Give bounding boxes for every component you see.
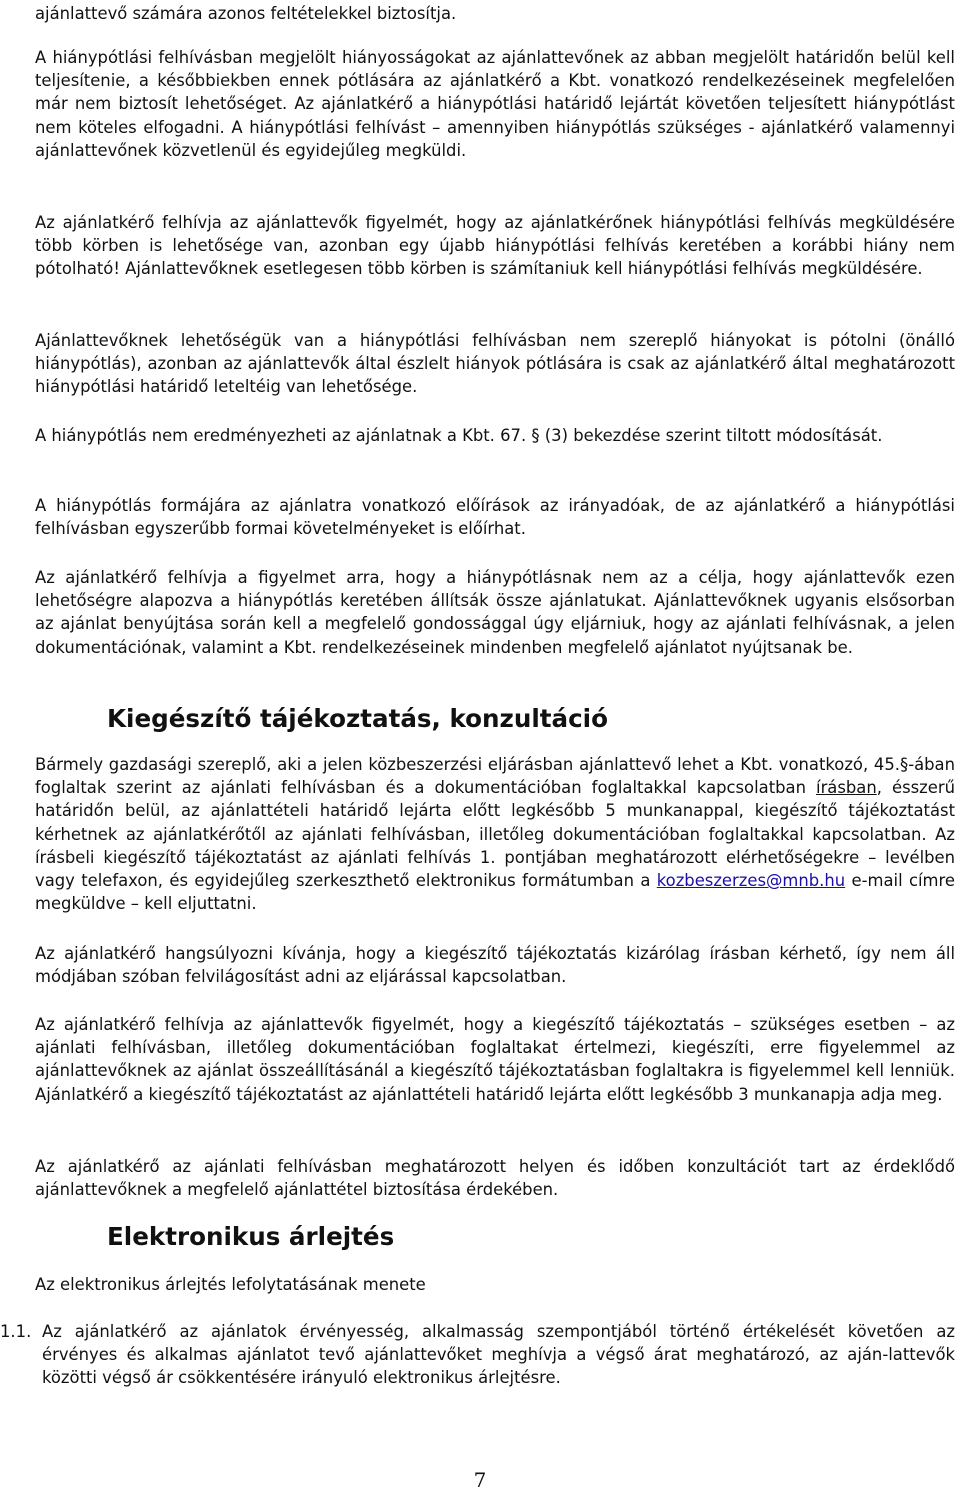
underlined-text: írásban [816,778,877,798]
paragraph-e-auction-process: Az elektronikus árlejtés lefolytatásának menete [35,1275,426,1294]
section-heading-e-auction: Elektronikus árlejtés [107,1222,395,1251]
paragraph-purpose-warning: Az ajánlatkérő felhívja a figyelmet arra, hogy a hiánypótlásnak nem az a célja, hogy ajánlattevők ezen lehetőségre alapozva a hiánypótlás keretében állítsák össze ajánlatukat. Ajánlattevőknek ugyanis elsősorban az ajánlat benyújtása során kell a megfelelő gondossággal úgy eljárniuk, hogy az ajánlati felhívásnak, a jelen dokumentációnak, valamint a Kbt. rendelkezéseinek mindenben megfelelő ajánlatot nyújtsanak be. [35,568,955,657]
paragraph-supplementary-interpretation: Az ajánlatkérő felhívja az ajánlattevők figyelmét, hogy a kiegészítő tájékoztatás – szükséges esetben – az ajánlati felhívásban, illetőleg dokumentációban foglaltakat értelmezi, kiegészíti, erre figyelemmel az ajánlattevőknek az ajánlat összeállításánál a kiegészítő tájékoztatásban foglaltakra is figyelemmel kell lenniük. Ajánlatkérő a kiegészítő tájékoztatást az ajánlattételi határidő lejárta előtt legkésőbb 3 munkanapja adja meg. [35,1015,955,1104]
section-heading-supplementary-info: Kiegészítő tájékoztatás, konzultáció [107,704,608,733]
numbered-item [0,1320,955,1390]
page-number: 7 [473,1468,487,1492]
email-link[interactable]: kozbeszerzes@mnb.hu [656,871,846,891]
paragraph-no-modification: A hiánypótlás nem eredményezheti az ajánlatnak a Kbt. 67. § (3) bekezdése szerint tiltott módosítását. [35,426,883,445]
paragraph-self-correction: Ajánlattevőknek lehetőségük van a hiánypótlási felhívásban nem szereplő hiányokat is pótolni (önálló hiánypótlás), azonban az ajánlattevők által észlelt hiányok pótlására is csak az ajánlatkérő által meghatározott hiánypótlási határidő leteltéig van lehetősége. [35,331,955,397]
paragraph-hianypotlas-deadline: A hiánypótlási felhívásban megjelölt hiányosságokat az ajánlattevőnek az abban megjelölt határidőn belül kell teljesítenie, a későbbiekben ennek pótlására az ajánlatkérő a Kbt. vonatkozó rendelkezéseinek megfelelően már nem biztosít lehetőséget. Az ajánlatkérő a hiánypótlási határidő lejártát követően teljesített hiánypótlást nem köteles elfogadni. A hiánypótlási felhívást – amennyiben hiánypótlás szükséges - ajánlatkérő valamennyi ajánlattevőnek közvetlenül és egyidejűleg megküldi. [35,48,955,160]
text-segment: e-mail címre megküldve – kell eljuttatni. [35,871,955,914]
item-number: 1.1. [0,1322,32,1341]
item-text: Az ajánlatkérő az ajánlatok érvényesség, alkalmasság szempontjából történő értékelését követően az érvényes és alkalmas ajánlatot tevő ajánlattevőket meghívja a végső árat meghatározó, az aján-lattevők közötti végső ár csökkentésére irányuló elektronikus árlejtésre. [42,1322,955,1388]
paragraph-written-only: Az ajánlatkérő hangsúlyozni kívánja, hogy a kiegészítő tájékoztatás kizárólag írásban kérhető, így nem áll módjában szóban felvilágosítást adni az eljárással kapcsolatban. [35,944,955,987]
paragraph-supplementary-request [35,753,955,915]
paragraph-form-requirements: A hiánypótlás formájára az ajánlatra vonatkozó előírások az irányadóak, de az ajánlatkérő a hiánypótlási felhívásban egyszerűbb formai követelményeket is előírhat. [35,496,955,539]
paragraph-continuation: ajánlattevő számára azonos feltételekkel biztosítja. [35,4,457,23]
text-segment: , ésszerű határidőn belül, az ajánlattételi határidő lejárta előtt legkésőbb 5 munkanappal, kiegészítő tájékoztatást kérhetnek az ajánlatkérőtől az ajánlati felhívásban, illetőleg dokumentációban foglaltakkal kapcsolatban. Az írásbeli kiegészítő tájékoztatást az ajánlati felhívás 1. pontjában meghatározott elérhetőségekre – levélben vagy telefaxon, és egyidejűleg szerkeszthető elektronikus formátumban a [35,778,955,891]
text-segment: Bármely gazdasági szereplő, aki a jelen közbeszerzési eljárásban ajánlattevő lehet a Kbt. vonatkozó, 45.§-ában foglaltak szerint az ajánlati felhívásban és a dokumentációban foglaltakkal kapcsolatban [35,755,955,798]
paragraph-consultation: Az ajánlatkérő az ajánlati felhívásban meghatározott helyen és időben konzultációt tart az érdeklődő ajánlattevőknek a megfelelő ajánlattétel biztosítása érdekében. [35,1157,955,1200]
paragraph-multiple-rounds: Az ajánlatkérő felhívja az ajánlattevők figyelmét, hogy az ajánlatkérőnek hiánypótlási felhívás megküldésére több körben is lehetősége van, azonban egy újabb hiánypótlási felhívás keretében a korábbi hiány nem pótolható! Ajánlattevőknek esetlegesen több körben is számítaniuk kell hiánypótlási felhívás megküldésére. [35,213,955,279]
